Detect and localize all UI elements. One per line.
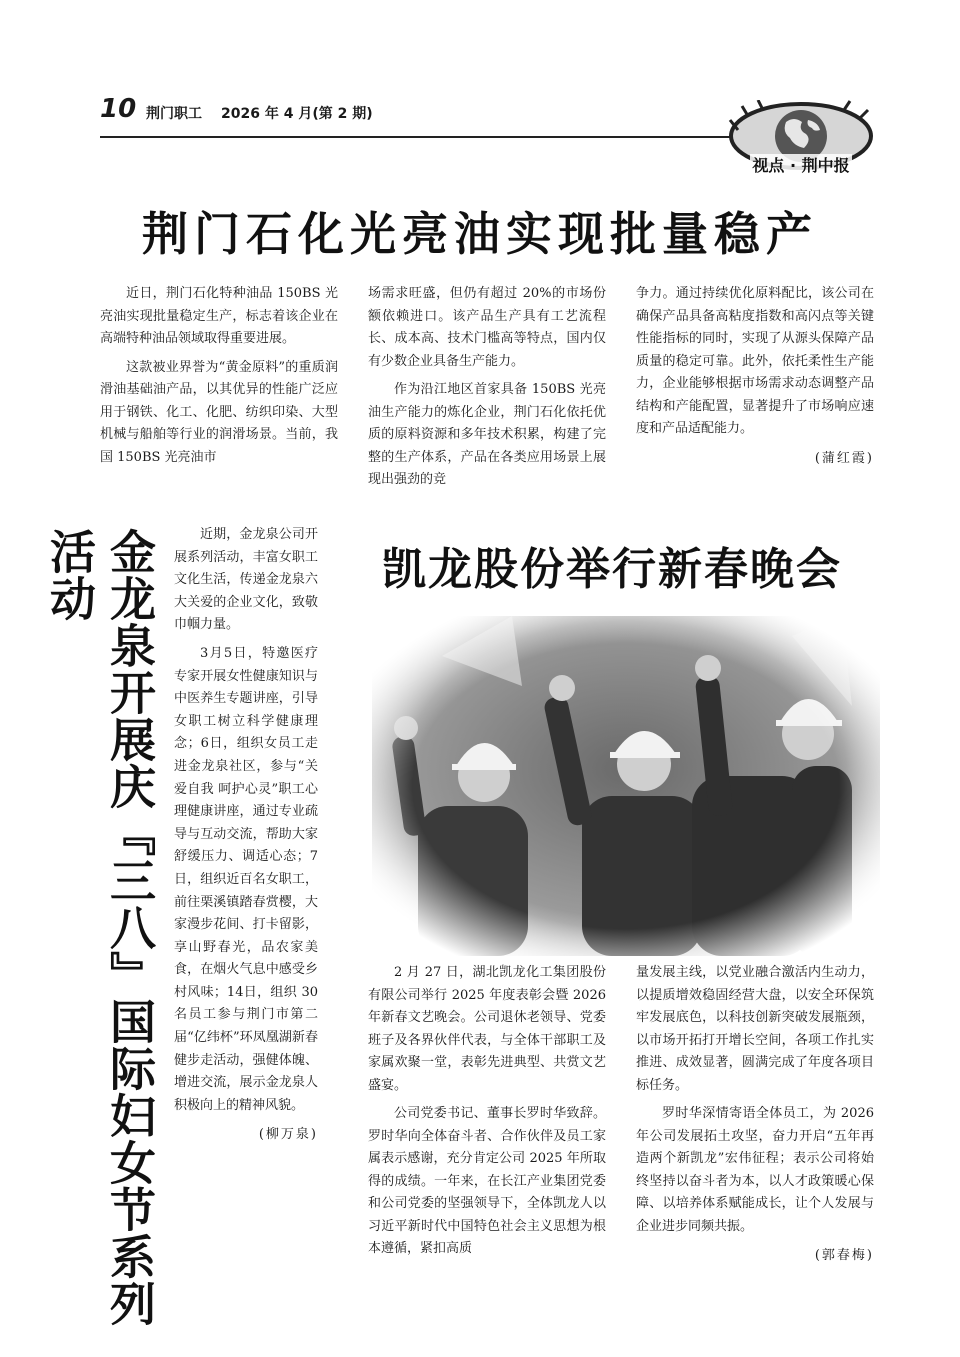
- article1-column-3: [636, 283, 874, 466]
- article3-column-2: [636, 962, 874, 1263]
- article2-paragraph: 近期，金龙泉公司开展系列活动，丰富女职工文化生活，传递金龙泉六大关爱的企业文化，致敬巾帼力量。: [174, 527, 318, 633]
- article3-paragraph: 2 月 27 日，湖北凯龙化工集团股份有限公司举行 2025 年度表彰会暨 2026 年新春文艺晚会。公司退休老领导、党委班子及各界伙伴代表，与全体干部职工及家属欢聚一堂，表彰先进典型、共赏文艺盛宴。: [368, 965, 606, 1093]
- article3-byline: (郭春梅): [814, 1248, 874, 1263]
- article1-paragraph: 这款被业界誉为“黄金原料”的重质润滑油基础油产品，以其优异的性能广泛应用于钢铁、化工、化肥、纺织印染、大型机械与船舶等行业的润滑场景。当前，我国 150BS 光亮油市: [100, 359, 338, 465]
- article1-byline: (蒲红霞): [814, 450, 874, 466]
- article2-byline: (柳万泉): [258, 1127, 318, 1143]
- article1-paragraph: 场需求旺盛，但仍有超过 20%的市场份额依赖进口。该产品生产具有工艺流程长、成本高、技术门槛高等特点，国内仅有少数企业具备生产能力。: [368, 286, 606, 369]
- article1-paragraph: 争力。通过持续优化原料配比，该公司在确保产品具备高粘度指数和高闪点等关键性能指标的同时，实现了从源头保障产品质量的稳定可靠。此外，依托柔性生产能力，企业能够根据市场需求动态调整产品结构和产能配置，显著提升了市场响应速度和产品适配能力。: [636, 286, 874, 436]
- article3-headline: 凯龙股份举行新春晚会: [382, 544, 842, 595]
- paper-name: 荆门职工: [146, 106, 202, 122]
- article3-photo: [372, 616, 880, 956]
- section-logo-text: 视点 · 荆中报: [752, 156, 850, 175]
- article1-column-1: [100, 283, 338, 475]
- article3-paragraph: 公司党委书记、董事长罗时华致辞。罗时华向全体奋斗者、合作伙伴及员工家属表示感谢，充分肯定公司 2025 年所取得的成绩。一年来，在长江产业集团党委和公司党委的坚强领导下，全体凯龙人以习近平新时代中国特色社会主义思想为根本遵循，紧扣高质: [368, 1106, 606, 1256]
- section-logo: [726, 100, 876, 178]
- article3-paragraph: 罗时华深情寄语全体员工，为 2026 年公司发展拓土攻坚，奋力开启“五年再造两个新凯龙”宏伟征程；表示公司将始终坚持以奋斗者为本，以人才政策暖心保障、以培养体系赋能成长，让个人发展与企业进步同频共振。: [636, 1106, 874, 1234]
- article1-paragraph: 近日，荆门石化特种油品 150BS 光亮油实现批量稳定生产，标志着该企业在高端特种油品领域取得重要进展。: [100, 286, 338, 346]
- article3-column-1: [368, 962, 606, 1267]
- issue-date: 2026 年 4 月(第 2 期): [221, 106, 373, 122]
- header-rule: [100, 136, 760, 138]
- article1-column-2: [368, 283, 606, 498]
- page-number: 10: [100, 94, 137, 124]
- article1-headline: 荆门石化光亮油实现批量稳产: [142, 207, 818, 261]
- article1-paragraph: 作为沿江地区首家具备 150BS 光亮油生产能力的炼化企业，荆门石化依托优质的原料资源和多年技术积累，构建了完整的生产体系，产品在各类应用场景上展现出强劲的竞: [368, 382, 606, 487]
- article2-headline: 金龙泉开展庆『三八』国际妇女节系列活动: [43, 528, 157, 1327]
- article2-paragraph: 3月5日，特邀医疗专家开展女性健康知识与中医养生专题讲座，引导女职工树立科学健康理念；6日，组织女员工走进金龙泉社区，参与“关爱自我 呵护心灵”职工心理健康讲座，通过专业疏导与互动交流，帮助大家舒缓压力、调适心态；7日，组织近百名女职工，前往栗溪镇踏春赏樱，大家漫步花间、打卡留影，享山野春光，品农家美食，在烟火气息中感受乡村风味；14日，组织 30 名员工参与荆门市第二届“亿纬杯”环凤凰湖新春健步走活动，强健体魄、增进交流，展示金龙泉人积极向上的精神风貌。: [174, 645, 318, 1113]
- article3-paragraph: 量发展主线，以党业融合激活内生动力，以提质增效稳固经营大盘，以安全环保筑牢发展底色，以科技创新突破发展瓶颈，以市场开拓打开增长空间，各项工作扎实推进、成效显著，圆满完成了年度各项目标任务。: [636, 965, 874, 1093]
- article2-column: [174, 524, 318, 1142]
